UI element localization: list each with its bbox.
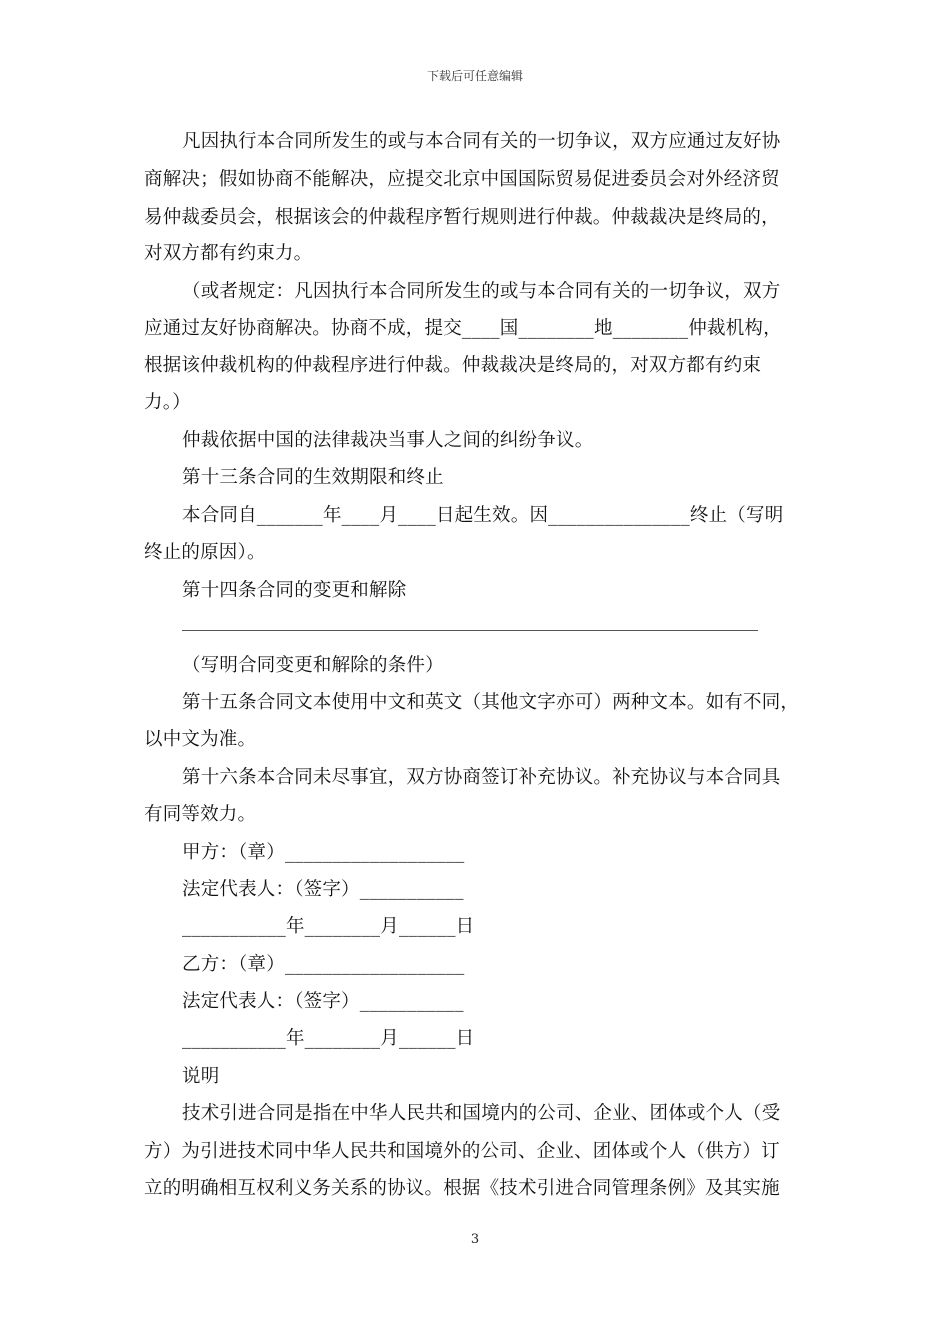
signature-party-b: 乙方：（章）___________________ (182, 954, 465, 975)
page-number: 3 (470, 1232, 480, 1247)
signature-party-a: 甲方：（章）___________________ (182, 842, 465, 863)
paragraph-line: 终止的原因）。 (144, 542, 266, 563)
paragraph-line: 凡因执行本合同所发生的或与本合同有关的一切争议，双方应通过友好协 (182, 131, 781, 152)
paragraph-line: 力。） (144, 392, 191, 413)
paragraph-line: 仲裁依据中国的法律裁决当事人之间的纠纷争议。 (182, 430, 594, 451)
paragraph-line: 根据该仲裁机构的仲裁程序进行仲裁。仲裁裁决是终局的，对双方都有约束 (144, 355, 762, 376)
signature-date-b: ___________年________月______日 (182, 1028, 475, 1049)
paragraph-line: 有同等效力。 (144, 804, 257, 825)
paragraph-line: 第十五条合同文本使用中文和英文（其他文字亦可）两种文本。如有不同， (182, 692, 800, 713)
page-header: 下载后可任意编辑 (426, 69, 523, 83)
signature-date-a: ___________年________月______日 (182, 916, 475, 937)
blank-underline (182, 630, 758, 631)
paragraph-line: 对双方都有约束力。 (144, 243, 313, 264)
paragraph-line: 方）为引进技术同中华人民共和国境外的公司、企业、团体或个人（供方）订 (144, 1141, 780, 1162)
paragraph-line: 应通过友好协商解决。协商不成，提交____国________地________仲裁机构， (144, 318, 782, 339)
section-heading: 第十四条合同的变更和解除 (182, 580, 407, 601)
paragraph-line: 易仲裁委员会，根据该会的仲裁程序暂行规则进行仲裁。仲裁裁决是终局的， (144, 207, 780, 228)
paragraph-line: 以中文为准。 (144, 729, 257, 750)
paragraph-line: 立的明确相互权利义务关系的协议。根据《技术引进合同管理条例》及其实施 (144, 1178, 780, 1199)
paragraph-line: 技术引进合同是指在中华人民共和国境内的公司、企业、团体或个人（受 (182, 1103, 781, 1124)
paragraph-line: （写明合同变更和解除的条件） (182, 655, 444, 676)
paragraph-line: 本合同自_______年____月____日起生效。因_______________终止（写明 (182, 505, 784, 526)
section-heading: 第十三条合同的生效期限和终止 (182, 467, 444, 488)
signature-rep-b: 法定代表人：（签字）___________ (182, 991, 464, 1012)
paragraph-line: 第十六条本合同未尽事宜，双方协商签订补充协议。补充协议与本合同具 (182, 767, 781, 788)
signature-rep-a: 法定代表人：（签字）___________ (182, 879, 464, 900)
paragraph-line: 商解决；假如协商不能解决，应提交北京中国国际贸易促进委员会对外经济贸 (144, 169, 780, 190)
section-heading: 说明 (182, 1066, 220, 1087)
paragraph-line: （或者规定：凡因执行本合同所发生的或与本合同有关的一切争议，双方 (182, 281, 781, 302)
